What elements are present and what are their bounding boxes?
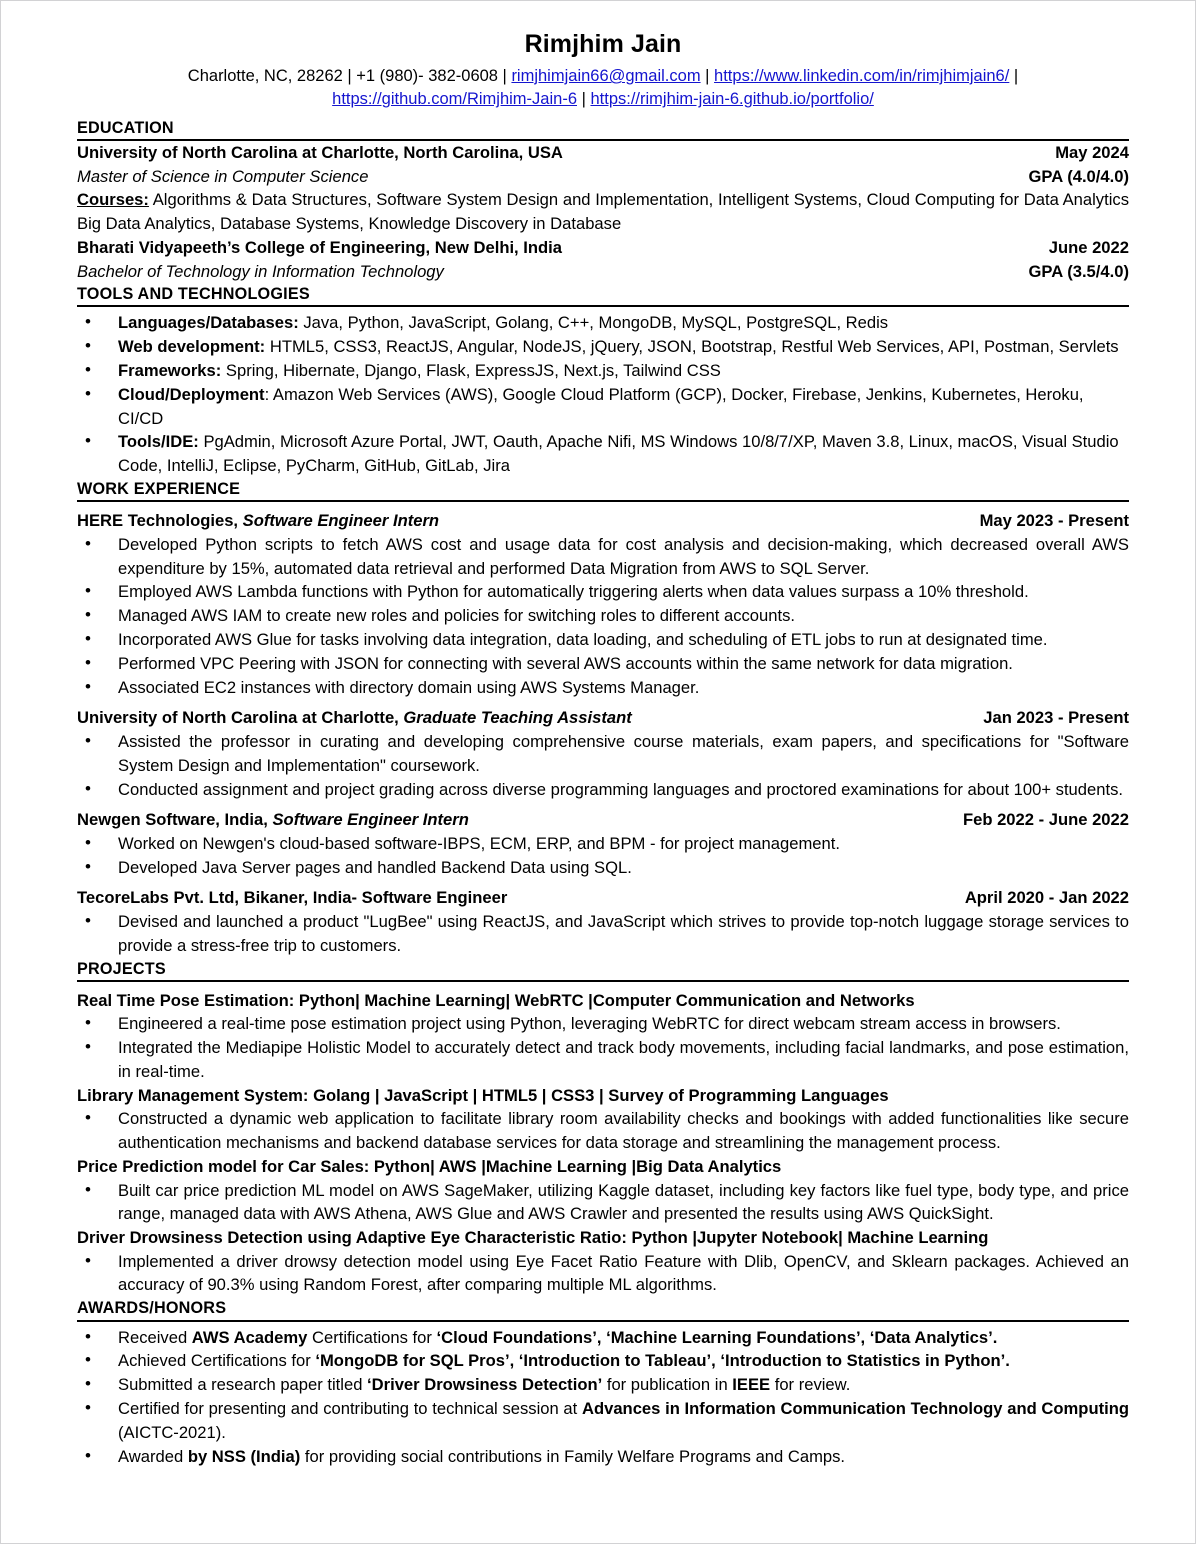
project-entry-2 [77, 1084, 1129, 1155]
work-company [77, 509, 439, 533]
tool-value: : Amazon Web Services (AWS), Google Cloud Platform (GCP), Docker, Firebase, Jenkins, Kubernetes, Heroku, CI/CD [118, 384, 1084, 428]
list-item: • Engineered a real-time pose estimation project using Python, leveraging WebRTC for direct webcam stream access in browsers. [77, 1012, 1129, 1036]
list-item [77, 1397, 1129, 1445]
list-item [77, 430, 1129, 478]
work-company [77, 808, 469, 832]
list-item: • Managed AWS IAM to create new roles and policies for switching roles to different accounts. [77, 604, 1129, 628]
work-date: April 2020 - Jan 2022 [964, 888, 1129, 908]
list-item: • Developed Python scripts to fetch AWS cost and usage data for cost analysis and decision-making, which decreased overall AWS expenditure by 15%, automated data retrieval and performed Data Migration from AWS to SQL Server. [77, 533, 1129, 581]
education-degree-row [77, 260, 1129, 284]
list-item: • Built car price prediction ML model on AWS SageMaker, utilizing Kaggle dataset, including key factors like fuel type, body type, and price range, managed data with AWS Athena, AWS Glue and AWS Crawler and presented the results using AWS QuickSight. [77, 1179, 1129, 1227]
education-date: June 2022 [1048, 238, 1129, 257]
education-school: Bharati Vidyapeeth’s College of Engineering, New Delhi, India [77, 238, 563, 257]
work-company [77, 706, 632, 730]
list-item: • Developed Java Server pages and handled Backend Data using SQL. [77, 856, 1129, 880]
work-entry-3 [77, 808, 1129, 879]
award-post: for review. [770, 1375, 851, 1395]
project-entry-4 [77, 1226, 1129, 1297]
separator-1: | [700, 67, 715, 85]
contact-line [77, 65, 1129, 112]
section-heading-education: EDUCATION [77, 118, 1129, 141]
list-item [77, 1445, 1129, 1469]
work-role: Software Engineer Intern [272, 810, 469, 830]
education-school-row [77, 236, 1129, 260]
section-heading-work: WORK EXPERIENCE [77, 479, 1129, 502]
award-mid: Certifications for [307, 1327, 437, 1347]
work-header-row [77, 808, 1129, 832]
work-role: Graduate Teaching Assistant [403, 708, 632, 728]
list-item [77, 1373, 1129, 1397]
award-bold-1: ‘MongoDB for SQL Pros’, ‘Introduction to Tableau’, ‘Introduction to Statistics in Python’. [315, 1351, 1010, 1371]
work-bullets [77, 730, 1129, 801]
education-school: University of North Carolina at Charlotte, North Carolina, USA [77, 143, 563, 163]
award-pre: Certified for presenting and contributing to technical session at [118, 1398, 582, 1418]
list-item [77, 335, 1129, 359]
list-item: • Integrated the Mediapipe Holistic Model to accurately detect and track body movements, including facial landmarks, and pose estimation, in real-time. [77, 1036, 1129, 1084]
tools-list [77, 311, 1129, 478]
education-entry-2 [77, 236, 1129, 283]
section-heading-tools: TOOLS AND TECHNOLOGIES [77, 284, 1129, 307]
project-bullets [77, 1107, 1129, 1155]
list-item [77, 311, 1129, 335]
education-date: May 2024 [1055, 143, 1129, 163]
education-school-row [77, 141, 1129, 165]
tool-value: Spring, Hibernate, Django, Flask, ExpressJS, Next.js, Tailwind CSS [221, 360, 721, 380]
education-degree: Bachelor of Technology in Information Technology [77, 261, 444, 281]
list-item: • Implemented a driver drowsy detection model using Eye Facet Ratio Feature with Dlib, OpenCV, and Sklearn packages. Achieved an accuracy of 90.3% using Random Forest, after comparing multiple ML algorithms. [77, 1250, 1129, 1298]
linkedin-link[interactable]: https://www.linkedin.com/in/rimjhimjain6/ [714, 67, 1010, 85]
tool-label: Web development: [118, 337, 266, 357]
project-bullets [77, 1250, 1129, 1298]
list-item: • Worked on Newgen's cloud-based software-IBPS, ECM, ERP, and BPM - for project management. [77, 832, 1129, 856]
award-bold-1: AWS Academy [191, 1327, 308, 1347]
tool-label: Languages/Databases: [118, 313, 299, 333]
award-bold-1: ‘Driver Drowsiness Detection’ [367, 1375, 603, 1395]
work-bullets [77, 832, 1129, 880]
work-date: Jan 2023 - Present [983, 708, 1129, 728]
list-item: • Performed VPC Peering with JSON for connecting with several AWS accounts within the same network for data migration. [77, 652, 1129, 676]
education-gpa: GPA (4.0/4.0) [1028, 166, 1129, 186]
award-pre: Submitted a research paper titled [118, 1375, 368, 1395]
award-pre: Received [118, 1327, 192, 1347]
project-title: Price Prediction model for Car Sales: Python| AWS |Machine Learning |Big Data Analytics [77, 1156, 782, 1176]
work-header-row [77, 706, 1129, 730]
award-bold-1: by NSS (India) [187, 1446, 301, 1466]
education-courses [77, 188, 1129, 236]
work-entry-1 [77, 509, 1129, 699]
education-degree: Master of Science in Computer Science [77, 166, 369, 186]
tool-label: Frameworks: [118, 360, 222, 380]
list-item: • Associated EC2 instances with directory domain using AWS Systems Manager. [77, 676, 1129, 700]
courses-label: Courses: [77, 190, 149, 210]
list-item [77, 1349, 1129, 1373]
tool-label: Cloud/Deployment [118, 384, 265, 404]
education-degree-row [77, 165, 1129, 189]
work-date: Feb 2022 - June 2022 [962, 810, 1129, 830]
tool-value: Java, Python, JavaScript, Golang, C++, MongoDB, MySQL, PostgreSQL, Redis [298, 313, 889, 333]
section-heading-awards: AWARDS/HONORS [77, 1298, 1129, 1321]
work-company-name: University of North Carolina at Charlotte, [77, 708, 404, 728]
location-phone: Charlotte, NC, 28262 | +1 (980)- 382-0608 | [187, 67, 512, 85]
list-item: • Conducted assignment and project grading across diverse programming languages and proctored examinations for about 100+ students. [77, 778, 1129, 802]
page-title: Rimjhim Jain [524, 30, 682, 58]
award-pre: Achieved Certifications for [118, 1351, 316, 1371]
tool-label: Tools/IDE: [118, 432, 199, 452]
project-title: Driver Drowsiness Detection using Adaptive Eye Characteristic Ratio: Python |Jupyter Notebook| Machine Learning [77, 1228, 989, 1248]
separator-3: | [577, 90, 591, 109]
award-mid: (AICTC-2021). [118, 1422, 226, 1442]
work-role: Software Engineer Intern [242, 511, 440, 531]
courses-list: Algorithms & Data Structures, Software System Design and Implementation, Intelligent Systems, Cloud Computing for Data Analytics Big Data Analytics, Database Systems, Knowledge Discovery in Database [77, 190, 1129, 234]
list-item: • Assisted the professor in curating and developing comprehensive course materials, exam papers, and specifications for "Software System Design and Implementation" coursework. [77, 730, 1129, 778]
award-bold-1: Advances in Information Communication Technology and Computing [581, 1398, 1129, 1418]
award-mid: for providing social contributions in Family Welfare Programs and Camps. [300, 1446, 846, 1466]
tool-value: PgAdmin, Microsoft Azure Portal, JWT, Oauth, Apache Nifi, MS Windows 10/8/7/XP, Maven 3.8, Linux, macOS, Visual Studio Code, IntelliJ, Eclipse, PyCharm, GitHub, GitLab, Jira [118, 432, 1119, 476]
list-item [77, 359, 1129, 383]
award-bold-2: IEEE [732, 1375, 771, 1395]
github-link[interactable]: https://github.com/Rimjhim-Jain-6 [332, 90, 577, 109]
work-header-row [77, 886, 1129, 910]
tool-value: HTML5, CSS3, ReactJS, Angular, NodeJS, jQuery, JSON, Bootstrap, Restful Web Services, API, Postman, Servlets [265, 337, 1119, 357]
work-company [77, 886, 507, 910]
project-title: Library Management System: Golang | JavaScript | HTML5 | CSS3 | Survey of Programming Languages [77, 1085, 889, 1105]
project-bullets [77, 1012, 1129, 1083]
list-item: • Constructed a dynamic web application to facilitate library room availability checks and bookings with added functionalities like secure authentication mechanisms and backend database services for data storage and streamlining the management process. [77, 1107, 1129, 1155]
project-title: Real Time Pose Estimation: Python| Machine Learning| WebRTC |Computer Communication and Networks [77, 990, 915, 1010]
list-item [77, 383, 1129, 431]
work-header-row [77, 509, 1129, 533]
work-entry-4 [77, 886, 1129, 957]
list-item: • Incorporated AWS Glue for tasks involving data integration, data loading, and scheduling of ETL jobs to run at designated time. [77, 628, 1129, 652]
email-link[interactable]: rimjhimjain66@gmail.com [511, 67, 701, 85]
work-bullets [77, 533, 1129, 700]
project-entry-3 [77, 1155, 1129, 1226]
separator-2: | [1009, 67, 1019, 85]
project-entry-1 [77, 989, 1129, 1084]
work-bullets [77, 910, 1129, 958]
section-heading-projects: PROJECTS [77, 959, 1129, 982]
award-mid: for publication in [602, 1375, 733, 1395]
list-item: • Employed AWS Lambda functions with Python for automatically triggering alerts when data values surpass a 10% threshold. [77, 580, 1129, 604]
work-entry-2 [77, 706, 1129, 801]
work-date: May 2023 - Present [979, 511, 1129, 531]
work-company-name: HERE Technologies, [77, 511, 243, 531]
portfolio-link[interactable]: https://rimjhim-jain-6.github.io/portfolio/ [590, 90, 874, 109]
project-bullets [77, 1179, 1129, 1227]
education-entry-1 [77, 141, 1129, 236]
work-company-name: Newgen Software, India, [77, 810, 273, 830]
award-bold-2: ‘Cloud Foundations’, ‘Machine Learning Foundations’, ‘Data Analytics’. [436, 1327, 998, 1347]
award-pre: Awarded [118, 1446, 188, 1466]
work-company-name: TecoreLabs Pvt. Ltd, Bikaner, India- Software Engineer [77, 888, 508, 908]
list-item: • Devised and launched a product "LugBee" using ReactJS, and JavaScript which strives to provide top-notch luggage storage services to provide a stress-free trip to customers. [77, 910, 1129, 958]
education-gpa: GPA (3.5/4.0) [1028, 261, 1129, 281]
list-item [77, 1326, 1129, 1350]
awards-list [77, 1326, 1129, 1469]
